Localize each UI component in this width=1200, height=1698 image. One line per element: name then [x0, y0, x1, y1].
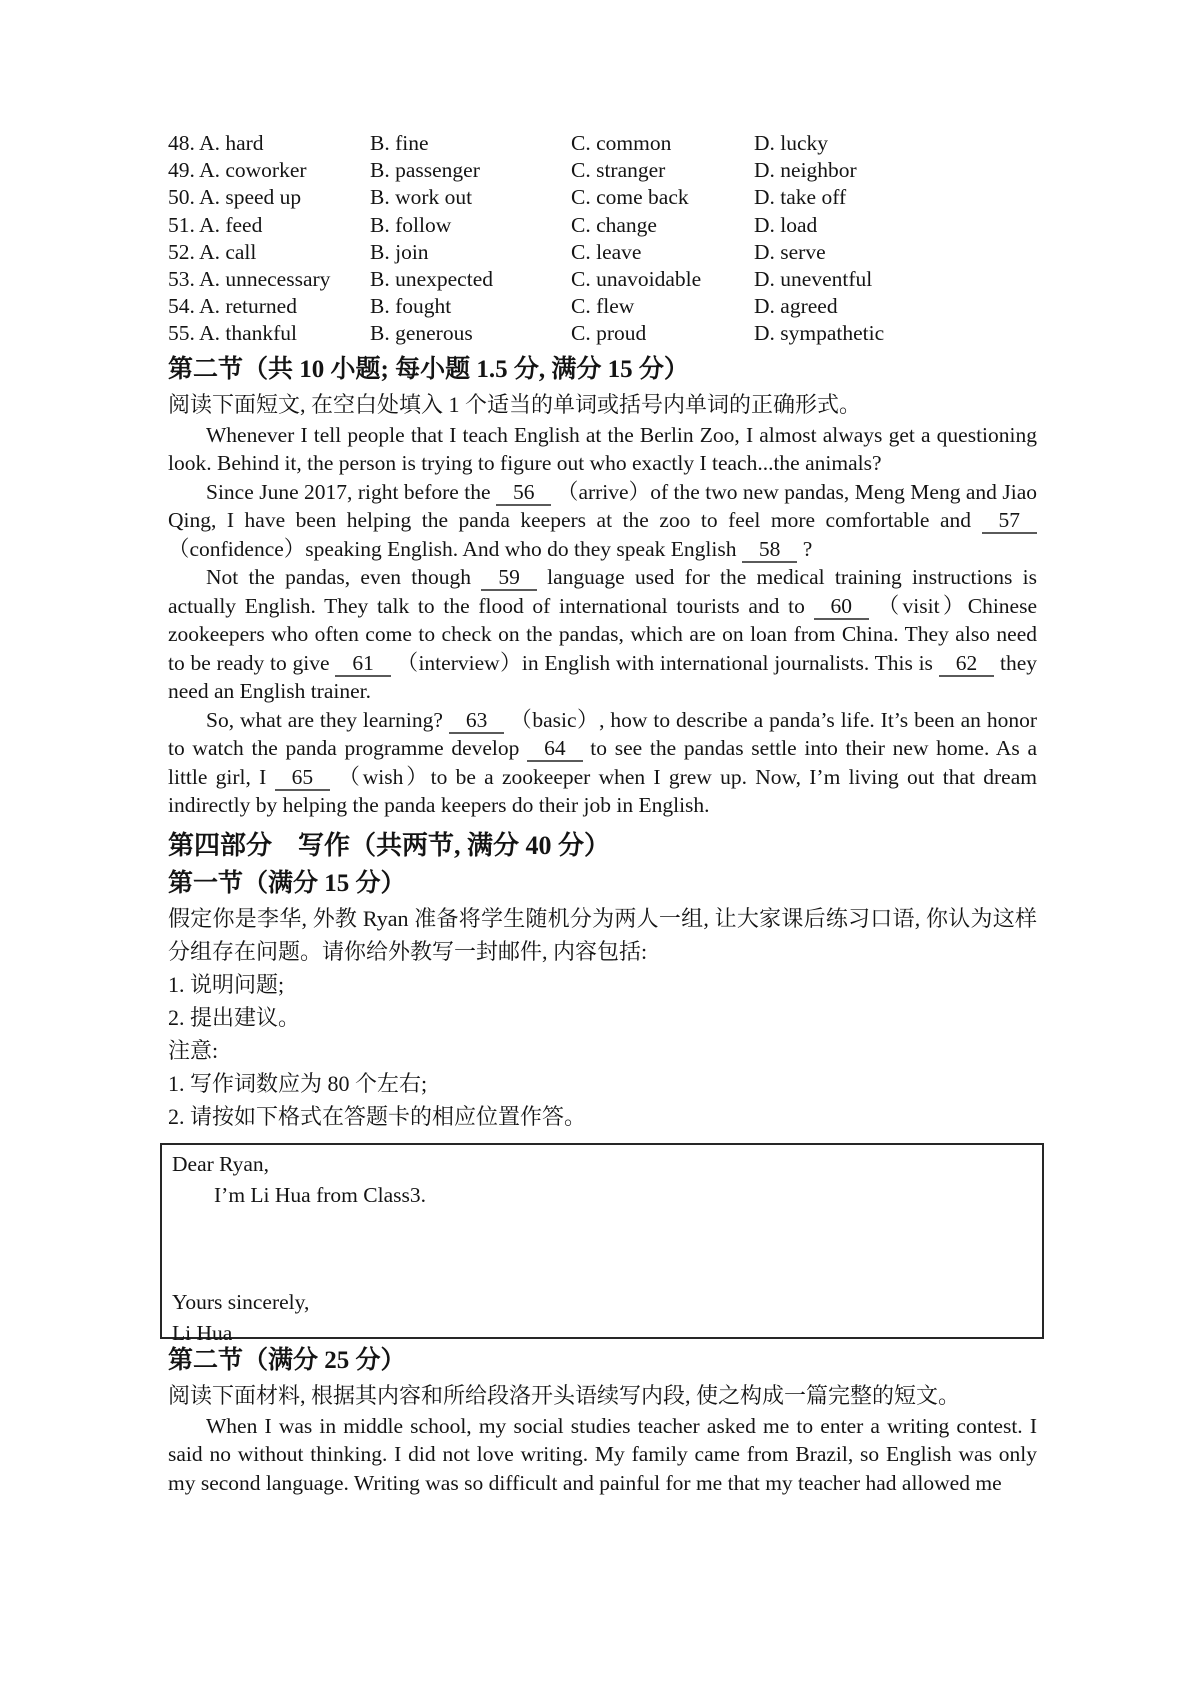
cloze-blank-63: 63 — [449, 708, 505, 734]
mcq-row-48 — [168, 130, 1037, 157]
writing-note-1: 1. 写作词数应为 80 个左右; — [168, 1070, 428, 1096]
continuation-passage: When I was in middle school, my social studies teacher asked me to enter a writing contest. I said no without thinking. I did not love writing. My family came from Brazil, so English was only my second language. Writing was so difficult and painful for me that my teacher had allowed me — [168, 1413, 1037, 1495]
mcq-option-51-a: 51. A. feed — [168, 212, 263, 237]
mcq-option-50-c: C. come back — [571, 185, 689, 210]
cloze-blank-58: 58 — [742, 537, 798, 563]
mcq-option-52-d: D. serve — [754, 239, 826, 264]
cloze-blank-56: 56 — [496, 480, 552, 506]
cloze-blank-64: 64 — [527, 736, 583, 762]
mcq-option-54-d: D. agreed — [754, 294, 838, 319]
mcq-option-50-b: B. work out — [370, 185, 473, 210]
letter-salutation: Dear Ryan, — [172, 1151, 270, 1176]
letter-closing: Yours sincerely, — [172, 1289, 310, 1314]
cloze-blank-61: 61 — [335, 651, 391, 677]
mcq-option-54-b: B. fought — [370, 294, 452, 319]
letter-blank-space — [172, 1211, 1030, 1287]
mcq-option-52-a: 52. A. call — [168, 239, 257, 264]
letter-template-box — [160, 1143, 1044, 1345]
mcq-row-49 — [168, 157, 1037, 184]
mcq-options-block — [168, 130, 1037, 348]
part4-heading: 第四部分 写作（共两节, 满分 40 分） — [168, 830, 611, 860]
mcq-option-53-a: 53. A. unnecessary — [168, 267, 331, 292]
mcq-option-53-d: D. uneventful — [754, 267, 873, 292]
mcq-option-51-b: B. follow — [370, 212, 452, 237]
writing-point-1: 1. 说明问题; — [168, 971, 285, 997]
mcq-row-50 — [168, 184, 1037, 211]
continuation-instruction: 阅读下面材料, 根据其内容和所给段洛开头语续写内段, 使之构成一篇完整的短文。 — [168, 1382, 961, 1408]
mcq-option-55-c: C. proud — [571, 321, 647, 346]
mcq-option-54-a: 54. A. returned — [168, 294, 297, 319]
mcq-option-55-d: D. sympathetic — [754, 321, 885, 346]
mcq-option-48-c: C. common — [571, 131, 672, 155]
mcq-row-53 — [168, 266, 1037, 293]
notes-label: 注意: — [168, 1037, 219, 1063]
letter-signature: Li Hua — [172, 1320, 233, 1345]
cloze-paragraph-4: So, what are they learning? 63 （basic）, how to describe a panda’s life. It’s been an honor to watch the panda programme develop 64 to see the pandas settle into their new home. As a little girl, I 65 （wish）to be a zookeeper when I grew up. Now, I’m living out that dream indirectly by helping the panda keepers do their job in English. — [168, 707, 1037, 818]
section2-instruction: 阅读下面短文, 在空白处填入 1 个适当的单词或括号内单词的正确形式。 — [168, 391, 862, 417]
mcq-option-50-a: 50. A. speed up — [168, 185, 302, 210]
cloze-blank-62: 62 — [939, 651, 995, 677]
mcq-option-53-c: C. unavoidable — [571, 267, 702, 292]
mcq-option-55-b: B. generous — [370, 321, 473, 346]
cloze-paragraph-3: Not the pandas, even though 59 language used for the medical training instructions is actually English. They talk to the flood of international tourists and to 60 （visit）Chinese zookeepers who often come to check on the pandas, which are on loan from China. They also need to be ready to give 61 （interview）in English with international journalists. This is 62 they need an English trainer. — [168, 565, 1037, 704]
mcq-option-54-c: C. flew — [571, 294, 635, 319]
section2-heading: 第二节（共 10 小题; 每小题 1.5 分, 满分 15 分） — [168, 355, 689, 383]
mcq-option-50-d: D. take off — [754, 185, 847, 210]
cloze-passage — [168, 421, 1037, 820]
mcq-option-55-a: 55. A. thankful — [168, 321, 297, 346]
mcq-row-55 — [168, 320, 1037, 347]
letter-opening: I’m Li Hua from Class3. — [214, 1182, 426, 1207]
cloze-blank-60: 60 — [814, 594, 870, 620]
writing-note-2: 2. 请按如下格式在答题卡的相应位置作答。 — [168, 1103, 587, 1129]
mcq-option-48-d: D. lucky — [754, 131, 829, 155]
mcq-option-51-d: D. load — [754, 212, 818, 237]
mcq-option-51-c: C. change — [571, 212, 657, 237]
mcq-option-52-c: C. leave — [571, 239, 642, 264]
mcq-option-48-a: 48. A. hard — [168, 131, 264, 155]
cloze-blank-65: 65 — [275, 765, 331, 791]
mcq-option-48-b: B. fine — [370, 131, 429, 155]
writing-points — [168, 968, 1037, 1034]
mcq-option-49-d: D. neighbor — [754, 158, 857, 183]
cloze-paragraph-1: Whenever I tell people that I teach English at the Berlin Zoo, I almost always get a questioning look. Behind it, the person is trying to figure out who exactly I teach...the animals? — [168, 422, 1037, 476]
mcq-row-54 — [168, 293, 1037, 320]
writing-notes — [168, 1067, 1037, 1133]
cloze-blank-57: 57 — [982, 508, 1038, 534]
mcq-option-49-c: C. stranger — [571, 158, 666, 183]
cloze-blank-59: 59 — [481, 565, 537, 591]
writing-prompt: 假定你是李华, 外教 Ryan 准备将学生随机分为两人一组, 让大家课后练习口语, 你认为这样分组存在问题。请你给外教写一封邮件, 内容包括: — [168, 905, 1037, 964]
writing-point-2: 2. 提出建议。 — [168, 1004, 301, 1030]
mcq-option-49-b: B. passenger — [370, 158, 480, 183]
mcq-option-52-b: B. join — [370, 239, 429, 264]
part4-section1-heading: 第一节（满分 15 分） — [168, 869, 406, 897]
mcq-row-52 — [168, 239, 1037, 266]
mcq-option-53-b: B. unexpected — [370, 267, 493, 292]
mcq-row-51 — [168, 212, 1037, 239]
part4-section2-heading: 第二节（满分 25 分） — [168, 1346, 406, 1374]
mcq-option-49-a: 49. A. coworker — [168, 158, 307, 183]
cloze-paragraph-2: Since June 2017, right before the 56 （arrive）of the two new pandas, Meng Meng and Jiao Qing, I have been helping the panda keepers at the zoo to feel more comfortable and 57 （confidence）speaking English. And who do they speak English 58 ? — [168, 479, 1038, 561]
